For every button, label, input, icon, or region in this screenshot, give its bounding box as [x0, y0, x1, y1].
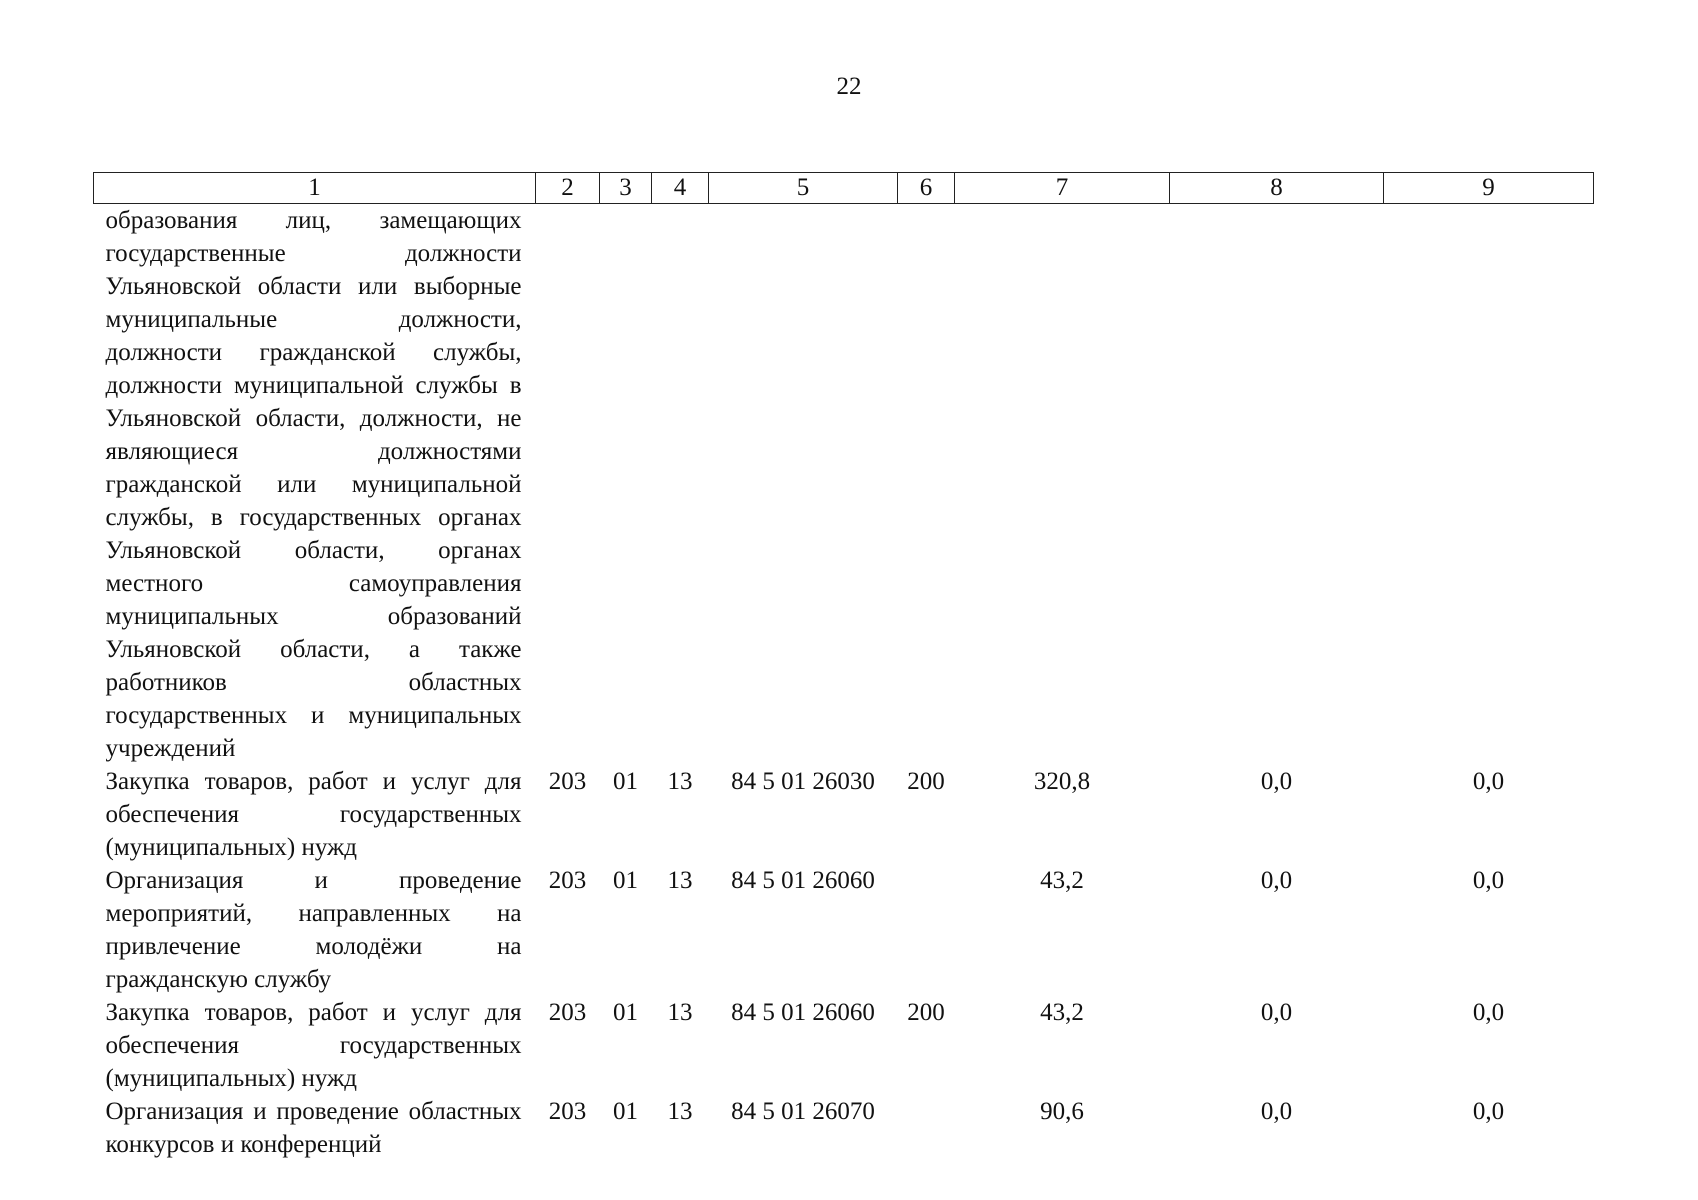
- cell-code-5: [709, 204, 898, 766]
- cell-code-4: 13: [667, 1098, 693, 1125]
- cell-code-4: 13: [667, 867, 693, 894]
- cell-amount-9: [1384, 204, 1594, 766]
- cell-amount-8: 0,0: [1260, 1098, 1293, 1125]
- cell-code-4: [652, 204, 709, 766]
- cell-code-5: 84 5 01 26030: [731, 768, 875, 795]
- row-name: Организация и проведение мероприятий, направленных на привлечение молодёжи на гражданскую службу: [105, 867, 522, 993]
- row-name: Закупка товаров, работ и услуг для обеспечения государственных (муниципальных) нужд: [105, 999, 522, 1092]
- page-number: 22: [836, 73, 862, 100]
- cell-amount-7: [955, 204, 1170, 766]
- column-header: 5: [709, 173, 898, 204]
- cell-code-5: 84 5 01 26060: [731, 999, 875, 1026]
- cell-code-3: 01: [613, 867, 638, 894]
- budget-table: [93, 172, 1594, 1161]
- cell-amount-8: 0,0: [1260, 768, 1293, 795]
- cell-code-6: [898, 1095, 955, 1161]
- cell-code-4: 13: [667, 999, 693, 1026]
- cell-amount-7: 320,8: [1033, 768, 1091, 795]
- column-header: 1: [94, 173, 536, 204]
- column-header: 7: [955, 173, 1170, 204]
- table-row: [94, 204, 1594, 766]
- cell-code-3: 01: [613, 768, 638, 795]
- cell-code-5: 84 5 01 26060: [731, 867, 875, 894]
- cell-code-6: [898, 204, 955, 766]
- cell-code-2: 203: [548, 768, 587, 795]
- column-header: 2: [536, 173, 600, 204]
- row-name: Закупка товаров, работ и услуг для обеспечения государственных (муниципальных) нужд: [105, 768, 522, 861]
- cell-code-3: [600, 204, 652, 766]
- cell-code-6: 200: [907, 999, 945, 1026]
- column-header: 3: [600, 173, 652, 204]
- column-header: 6: [898, 173, 955, 204]
- cell-code-2: 203: [548, 999, 587, 1026]
- row-name: Организация и проведение областных конкурсов и конференций: [105, 1098, 522, 1158]
- table-header: [94, 173, 1594, 204]
- cell-amount-7: 43,2: [1040, 867, 1084, 894]
- column-header: 8: [1170, 173, 1384, 204]
- cell-code-2: [536, 204, 600, 766]
- column-header: 9: [1384, 173, 1594, 204]
- cell-amount-7: 90,6: [1040, 1098, 1084, 1125]
- cell-amount-8: 0,0: [1260, 999, 1293, 1026]
- cell-amount-8: [1170, 204, 1384, 766]
- row-name: образования лиц, замещающих государственные должности Ульяновской области или выборные муниципальные должности, должности гражданской службы, должности муниципальной службы в Ульяновской области, должности, не являющиеся должностями гражданской или муниципальной службы, в государственных органах Ульяновской области, органах местного самоуправления муниципальных образований Ульяновской области, а также работников областных государственных и муниципальных учреждений: [105, 207, 522, 762]
- table-body: [94, 204, 1594, 1162]
- cell-code-5: 84 5 01 26070: [731, 1098, 875, 1125]
- column-header: 4: [652, 173, 709, 204]
- cell-amount-9: 0,0: [1472, 999, 1505, 1026]
- cell-code-2: 203: [548, 1098, 587, 1125]
- cell-code-6: [898, 864, 955, 996]
- table-row: [94, 864, 1594, 996]
- cell-amount-9: 0,0: [1472, 867, 1505, 894]
- cell-code-3: 01: [613, 999, 638, 1026]
- cell-code-4: 13: [667, 768, 693, 795]
- cell-code-3: 01: [613, 1098, 638, 1125]
- cell-amount-9: 0,0: [1472, 768, 1505, 795]
- table-row: [94, 1095, 1594, 1161]
- cell-amount-8: 0,0: [1260, 867, 1293, 894]
- table-row: [94, 996, 1594, 1095]
- table-row: [94, 765, 1594, 864]
- cell-amount-9: 0,0: [1472, 1098, 1505, 1125]
- header-row: [94, 173, 1594, 204]
- cell-amount-7: 43,2: [1040, 999, 1084, 1026]
- cell-code-2: 203: [548, 867, 587, 894]
- cell-code-6: 200: [907, 768, 945, 795]
